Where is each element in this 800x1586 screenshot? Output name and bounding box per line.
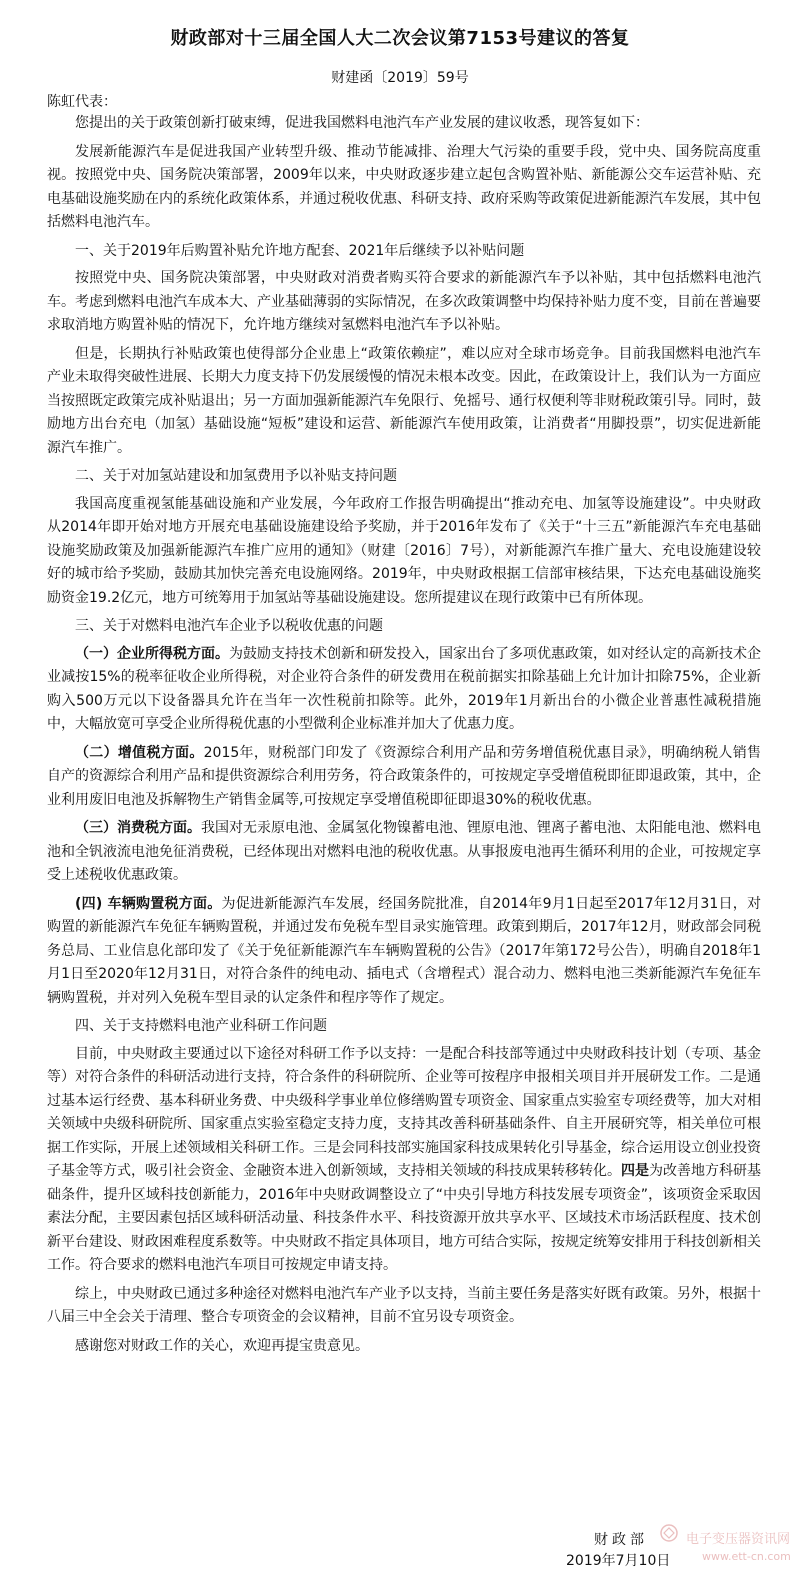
document-body xyxy=(47,112,761,1363)
document-number: 财建函〔2019〕59号 xyxy=(331,70,469,86)
income-tax-lead: （一）企业所得税方面。 xyxy=(75,645,229,662)
paragraph-thanks: 感谢您对财政工作的关心，欢迎再提宝贵意见。 xyxy=(75,1337,369,1354)
research-item-2: 二是通过基本运行经费、基本科研业务费、中央级科学事业单位修缮购置专项资金、国家重点实验室专项经费等，加大对相关领域中央级科研院所、国家重点实验室稳定支持力度，支持其改善科研基础条件、自主开展研究等，相关单位可根据工作实际，开展上述领域相关科研工作。 xyxy=(47,1069,761,1156)
section-heading-4: 四、关于支持燃料电池产业科研工作问题 xyxy=(75,1018,327,1034)
signature: 财政部 xyxy=(594,1532,648,1548)
vat-lead: （二）增值税方面。 xyxy=(75,744,204,761)
watermark-site-name: 电子变压器资讯网 xyxy=(686,1532,791,1547)
paragraph-subsidy-policy: 按照党中央、国务院决策部署，中央财政对消费者购买符合要求的新能源汽车予以补贴，其中包括燃料电池汽车。考虑到燃料电池汽车成本大、产业基础薄弱的实际情况，在多次政策调整中均保持补贴力度不变，目前在普遍要求取消地方购置补贴的情况下，允许地方继续对氢燃料电池汽车予以补贴。 xyxy=(47,270,761,333)
section-heading-2: 二、关于对加氢站建设和加氢费用予以补贴支持问题 xyxy=(75,468,397,484)
section-heading-3: 三、关于对燃料电池汽车企业予以税收优惠的问题 xyxy=(75,618,383,634)
purchase-tax-lead: (四) 车辆购置税方面。 xyxy=(75,895,222,912)
paragraph-consumption-tax xyxy=(47,817,761,888)
paragraph-subsidy-exit: 但是，长期执行补贴政策也使得部分企业患上“政策依赖症”，难以应对全球市场竞争。目前我国燃料电池汽车产业未取得突破性进展、长期大力度支持下仍发展缓慢的情况未根本改变。因此，在政策设计上，我们认为一方面应当按照既定政策完成补贴退出；另一方面加强新能源汽车免限行、免摇号、通行权便利等非财税政策引导。同时，鼓励地方出台充电（加氢）基础设施“短板”建设和运营、新能源汽车使用政策，让消费者“用脚投票”，切实促进新能源汽车推广。 xyxy=(47,345,761,456)
paragraph-purchase-tax xyxy=(47,893,761,1011)
paragraph-background: 发展新能源汽车是促进我国产业转型升级、推动节能减排、治理大气污染的重要手段，党中央、国务院高度重视。按照党中央、国务院决策部署，2009年以来，中央财政逐步建立起包含购置补贴、新能源公交车运营补贴、充电基础设施奖励在内的系统化政策体系，并通过税收优惠、科研支持、政府采购等政策促进新能源汽车发展，其中包括燃料电池汽车。 xyxy=(47,143,761,230)
paragraph-summary: 综上，中央财政已通过多种途径对燃料电池汽车产业予以支持，当前主要任务是落实好既有政策。另外，根据十八届三中全会关于清理、整合专项资金的会议精神，目前不宜另设专项资金。 xyxy=(47,1285,761,1325)
watermark-url: www.ett-cn.com xyxy=(702,1550,791,1563)
consumption-tax-lead: （三）消费税方面。 xyxy=(75,820,201,836)
document-title: 财政部对十三届全国人大二次会议第7153号建议的答复 xyxy=(170,28,630,49)
income-tax-text: 为鼓励支持技术创新和研发投入，国家出台了多项优惠政策，如对经认定的高新技术企业减按15%的税率征收企业所得税，对企业符合条件的研发费用在税前据实扣除基础上允计加计扣除75%，企业新购入500万元以下设备器具允许在当年一次性税前扣除等。此外，2019年1月新出台的小微企业普惠性减税措施中，大幅放宽可享受企业所得税优惠的小型微利企业标准并加大了优惠力度。 xyxy=(47,645,761,732)
watermark-logo-icon xyxy=(658,1522,680,1544)
paragraph-hydrogen-stations: 我国高度重视氢能基础设施和产业发展，今年政府工作报告明确提出“推动充电、加氢等设施建设”。中央财政从2014年即开始对地方开展充电基础设施建设给予奖励，并于2016年发布了《关于“十三五”新能源汽车充电基础设施奖励政策及加强新能源汽车推广应用的通知》（财建〔2016〕7号），对新能源汽车推广量大、充电设施建设较好的城市给予奖励，鼓励其加快完善充电设施网络。2019年，中央财政根据工信部审核结果，下达充电基础设施奖励资金19.2亿元，地方可统筹用于加氢站等基础设施建设。您所提建议在现行政策中已有所体现。 xyxy=(47,495,761,606)
purchase-tax-text: 为促进新能源汽车发展，经国务院批准，自2014年9月1日起至2017年12月31日，对购置的新能源汽车免征车辆购置税，并通过发布免税车型目录实施管理。政策到期后，2017年12月，财政部会同税务总局、工业信息化部印发了《关于免征新能源汽车车辆购置税的公告》（2017年第172号公告），明确自2018年1月1日至2020年12月31日，对符合条件的纯电动、插电式（含增程式）混合动力、燃料电池三类新能源汽车免征车辆购置税，并对列入免税车型目录的认定条件和程序等作了规定。 xyxy=(47,895,761,1006)
vat-text: 2015年，财税部门印发了《资源综合利用产品和劳务增值税优惠目录》，明确纳税人销售自产的资源综合利用产品和提供资源综合利用劳务，符合政策条件的，可按规定享受增值税即征即退政策，其中，企业利用废旧电池及拆解物生产销售金属等,可按规定享受增值税即征即退30%的税收优惠。 xyxy=(47,744,761,808)
salutation: 陈虹代表： xyxy=(47,94,117,110)
research-item-4: 为改善地方科研基础条件，提升区域科技创新能力，2016年中央财政调整设立了“中央引导地方科技发展专项资金”，该项资金采取因素法分配，主要因素包括区域科研活动量、科技条件水平、科技资源开放共享水平、区域技术市场活跃程度、技术创新平台建设、财政困难程度系数等。中央财政不指定具体项目，地方可结合实际，按规定统筹安排用于科技创新相关工作。符合要求的燃料电池汽车项目可按规定申请支持。 xyxy=(47,1163,761,1273)
research-item-3: 三是会同科技部实施国家科技成果转化引导基金，综合运用设立创业投资子基金等方式，吸引社会资金、金融资本进入创新领域，支持相关领域的科技成果转移转化。 xyxy=(47,1139,761,1179)
signature-date: 2019年7月10日 xyxy=(566,1553,671,1569)
research-intro: 目前，中央财政主要通过以下途径对科研工作予以支持： xyxy=(75,1045,425,1062)
section-heading-1: 一、关于2019年后购置补贴允许地方配套、2021年后继续予以补贴问题 xyxy=(75,242,525,259)
research-item-1: 一是配合科技部等通过中央财政科技计划（专项、基金等）对符合条件的科研活动进行支持，符合条件的科研院所、企业等可按程序申报相关项目并开展研发工作。 xyxy=(47,1045,761,1085)
site-watermark xyxy=(672,1518,800,1580)
paragraph-research-support xyxy=(47,1043,761,1278)
consumption-tax-text: 我国对无汞原电池、金属氢化物镍蓄电池、锂原电池、锂离子蓄电池、太阳能电池、燃料电池和全钒液流电池免征消费税，已经体现出对燃料电池的税收优惠。从事报废电池再生循环利用的企业，可按规定享受上述税收优惠政策。 xyxy=(47,820,761,883)
paragraph-vat xyxy=(47,742,761,813)
research-item-4-lead: 四是 xyxy=(621,1163,649,1179)
paragraph-income-tax xyxy=(47,643,761,737)
paragraph-intro: 您提出的关于政策创新打破束缚，促进我国燃料电池汽车产业发展的建议收悉，现答复如下： xyxy=(75,115,649,131)
